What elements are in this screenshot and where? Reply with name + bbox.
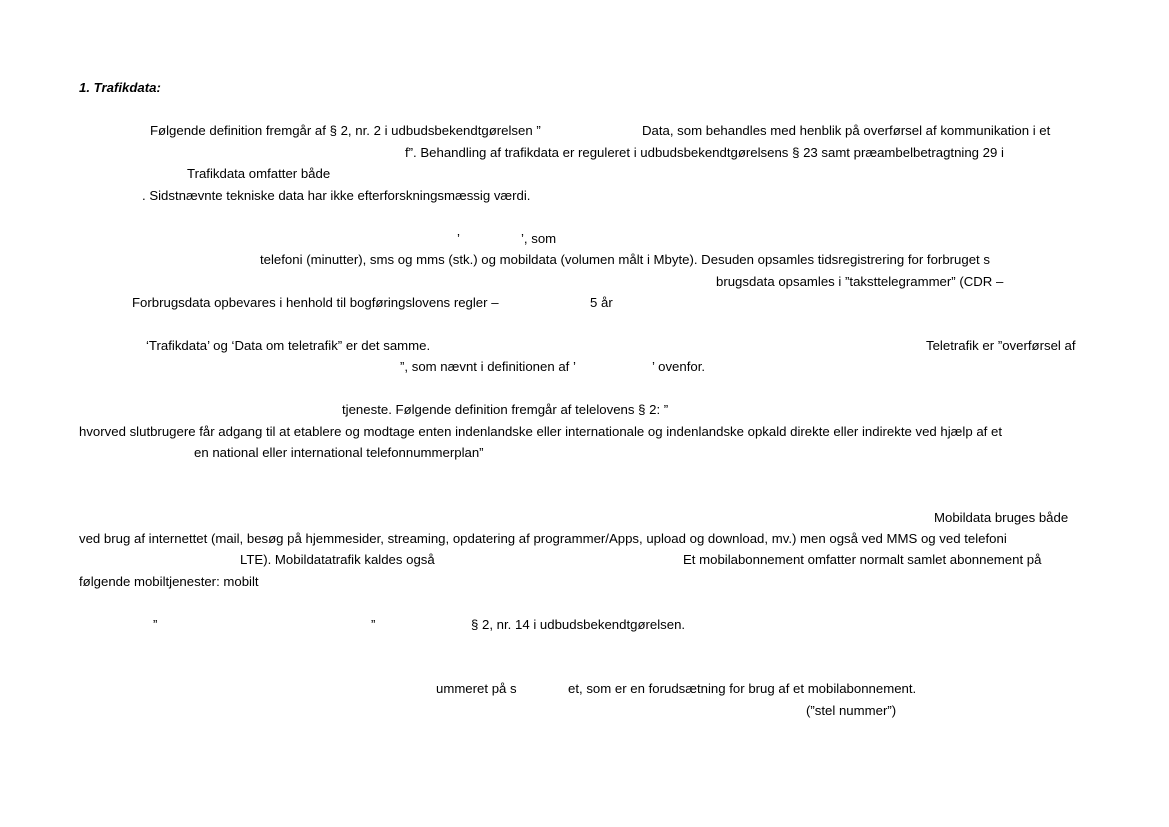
text-fragment: (”stel nummer”) [806, 703, 897, 718]
text-fragment: Et mobilabonnement omfatter normalt samlet abonnement på [683, 552, 1042, 567]
text-fragment: et, som er en forudsætning for brug af et mobilabonnement. [568, 681, 917, 696]
text-fragment: ” [153, 617, 158, 632]
text-fragment: telefoni (minutter), sms og mms (stk.) og mobildata (volumen målt i Mbyte). Desuden opsamles tidsregistrering for forbruget s [260, 252, 990, 267]
text-fragment: en national eller international telefonnummerplan” [194, 445, 484, 460]
text-fragment: Følgende definition fremgår af § 2, nr. 2 i udbudsbekendtgørelsen ” [150, 123, 541, 138]
text-fragment: ved brug af internettet (mail, besøg på hjemmesider, streaming, opdatering af programmer/Apps, upload og download, mv.) men også ved MMS og ved telefoni [79, 531, 1007, 546]
text-fragment: ‘Trafikdata’ og ‘Data om teletrafik” er det samme. [146, 338, 431, 353]
section-heading: 1. Trafikdata: [79, 80, 161, 95]
text-fragment: ’ ovenfor. [652, 359, 706, 374]
text-fragment: Trafikdata omfatter både [187, 166, 331, 181]
text-fragment: ” [371, 617, 376, 632]
text-fragment: følgende mobiltjenester: mobilt [79, 574, 259, 589]
text-fragment: Mobildata bruges både [934, 510, 1069, 525]
text-fragment: Forbrugsdata opbevares i henhold til bogføringslovens regler – [132, 295, 499, 310]
text-fragment: Data, som behandles med henblik på overførsel af kommunikation i et [642, 123, 1051, 138]
text-fragment: ummeret på s [436, 681, 517, 696]
text-fragment: hvorved slutbrugere får adgang til at etablere og modtage enten indenlandske eller internationale og indenlandske opkald direkte eller indirekte ved hjælp af et [79, 424, 1002, 439]
text-fragment: tjeneste. Følgende definition fremgår af telelovens § 2: ” [342, 402, 669, 417]
text-fragment: ”, som nævnt i definitionen af ’ [400, 359, 576, 374]
text-fragment: ’ [457, 231, 460, 246]
text-fragment: Teletrafik er ”overførsel af [926, 338, 1076, 353]
text-fragment: . Sidstnævnte tekniske data har ikke efterforskningsmæssig værdi. [142, 188, 531, 203]
text-fragment: ’, som [521, 231, 557, 246]
text-fragment: § 2, nr. 14 i udbudsbekendtgørelsen. [471, 617, 686, 632]
text-fragment: 5 år [590, 295, 613, 310]
text-fragment: LTE). Mobildatatrafik kaldes også [240, 552, 435, 567]
text-fragment: brugsdata opsamles i ”taksttelegrammer” (CDR – [716, 274, 1004, 289]
text-fragment: f”. Behandling af trafikdata er reguleret i udbudsbekendtgørelsens § 23 samt præambelbetragtning 29 i [405, 145, 1004, 160]
